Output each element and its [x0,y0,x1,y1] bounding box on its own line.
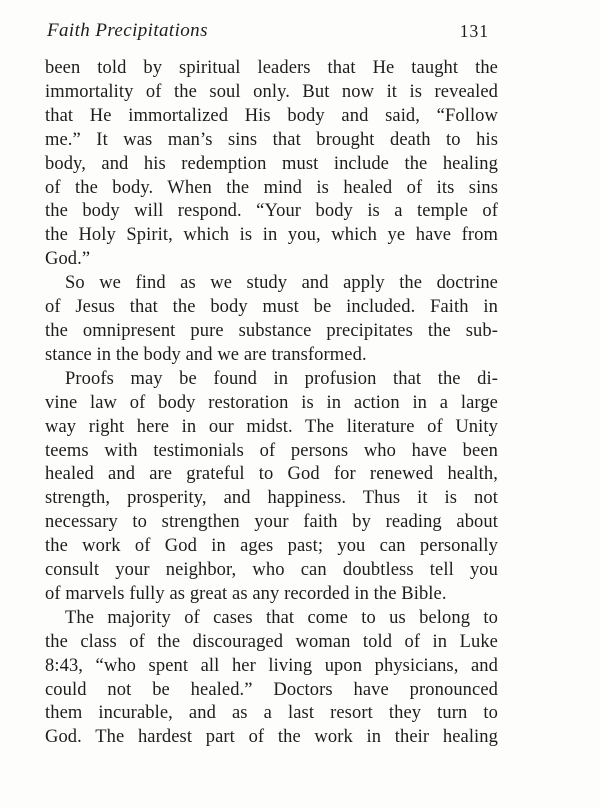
text-line: the body will respond. “Your body is a temple of [45,201,498,222]
text-line: the class of the discouraged woman told of in Luke [45,631,498,652]
text-line: teems with testimonials of persons who have been [45,440,498,461]
text-line: stance in the body and we are transformed. [45,344,367,365]
text-line: of the body. When the mind is healed of its sins [45,177,498,198]
text-line: consult your neighbor, who can doubtless tell you [45,560,498,581]
text-block [45,57,498,750]
text-line: them incurable, and as a last resort they turn to [45,703,498,724]
text-line: that He immortalized His body and said, “Follow [45,105,498,126]
text-line: The majority of cases that come to us belong to [65,607,498,628]
text-line: way right here in our midst. The literature of Unity [45,416,498,437]
text-line: necessary to strengthen your faith by reading about [45,512,498,533]
text-line: strength, prosperity, and happiness. Thus it is not [45,488,498,509]
text-line: Proofs may be found in profusion that the di- [65,368,498,389]
text-line: immortality of the soul only. But now it is revealed [45,81,498,102]
text-line: 8:43, “who spent all her living upon physicians, and [45,655,498,676]
text-line: God. The hardest part of the work in their healing [45,727,498,748]
text-line: could not be healed.” Doctors have pronounced [45,679,498,700]
text-line: healed and are grateful to God for renewed health, [45,464,498,485]
chapter-title: Faith Precipitations [47,20,208,41]
page-number: 131 [459,21,489,41]
text-line: vine law of body restoration is in action in a large [45,392,498,413]
text-line: the work of God in ages past; you can personally [45,536,498,557]
text-line: So we find as we study and apply the doctrine [65,273,498,294]
text-line: the Holy Spirit, which is in you, which ye have from [45,225,498,246]
text-line: God.” [45,249,91,270]
running-header [46,20,498,44]
text-line: been told by spiritual leaders that He taught the [45,58,498,78]
text-line: the omnipresent pure substance precipitates the sub- [45,320,498,341]
text-line: of marvels fully as great as any recorded in the Bible. [45,583,447,604]
text-line: of Jesus that the body must be included. Faith in [45,297,498,318]
text-line: body, and his redemption must include the healing [45,153,498,174]
text-line: me.” It was man’s sins that brought death to his [45,129,498,150]
